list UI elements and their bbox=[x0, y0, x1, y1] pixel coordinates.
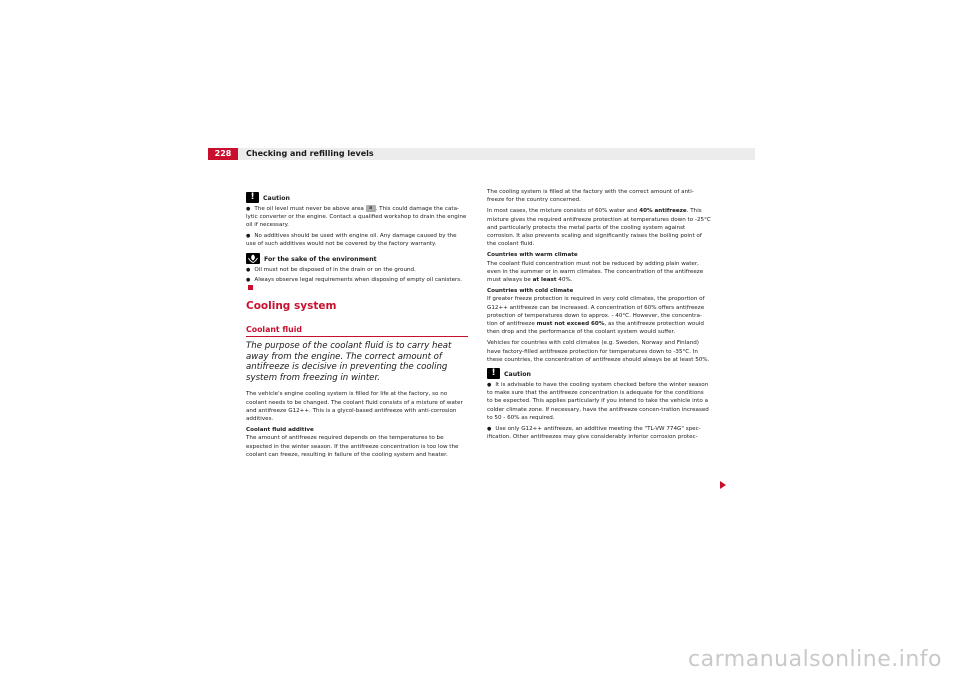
caution-bullet: ● Use only G12++ antifreeze, an additive meeting the "TL-VW 774G" spec-ification. Other antifreezes may give considerably inferior corrosion protec- bbox=[487, 425, 711, 441]
section-title: Cooling system bbox=[246, 299, 337, 312]
caution-title: Caution bbox=[504, 371, 531, 379]
body-paragraph: Vehicles for countries with cold climates (e.g. Sweden, Norway and Finland) have factory-filled antifreeze protection for temperatures down to -35°C. In these countries, the concentration of antifreeze should always be at least 50%. bbox=[487, 340, 710, 363]
area-a-label: a bbox=[366, 205, 376, 212]
body-paragraph: In most cases, the mixture consists of 60% water and 40% antifreeze. This mixture gives the required antifreeze protection at temperatures down to -25°C and particularly protects the metal parts of the cooling system against corrosion. It also prevents scaling and significantly raises the boiling point of the coolant fluid. bbox=[487, 208, 711, 248]
caution-bullet: ● It is advisable to have the cooling system checked before the winter season to make sure that the antifreeze concentration is adequate for the conditions to be expected. This applies particularly if you intend to take the vehicle into a colder climate zone. If necessary, have the antifreeze concen-tration increased to 50 - 60% as required. bbox=[487, 381, 711, 422]
body-paragraph: The amount of antifreeze required depends on the temperatures to be expected in the winter season. If the antifreeze concentration is too low the coolant can freeze, resulting in failure of the cooling system and heater. bbox=[246, 435, 459, 458]
subsection-title: Coolant fluid bbox=[246, 326, 468, 337]
chapter-title: Checking and refilling levels bbox=[246, 149, 374, 158]
end-of-section-mark bbox=[248, 285, 253, 290]
next-page-arrow-icon[interactable] bbox=[720, 481, 726, 489]
intro-paragraph: The purpose of the coolant fluid is to carry heat away from the engine. The correct amount of antifreeze is decisive in preventing the cooling system from freezing in winter. bbox=[246, 341, 452, 383]
right-column bbox=[487, 188, 711, 443]
paragraph-heading: Countries with warm climate bbox=[487, 252, 578, 259]
caution-notice bbox=[487, 368, 711, 379]
watermark: carmanualsonline.info bbox=[688, 647, 942, 672]
warning-icon: ! bbox=[487, 368, 500, 379]
page-number: 228 bbox=[208, 148, 238, 160]
environment-notice bbox=[246, 253, 468, 264]
caution-notice bbox=[246, 192, 468, 203]
environment-bullet: ● Oil must not be disposed of in the drain or on the ground. bbox=[246, 266, 468, 274]
paragraph-heading: Countries with cold climate bbox=[487, 288, 574, 295]
caution-bullet: ● No additives should be used with engine oil. Any damage caused by the use of such additives would not be covered by the factory warranty. bbox=[246, 232, 468, 248]
environment-icon bbox=[246, 253, 260, 264]
body-paragraph: The cooling system is filled at the factory with the correct amount of anti-freeze for the country concerned. bbox=[487, 189, 694, 204]
paragraph-heading: Coolant fluid additive bbox=[246, 427, 314, 434]
caution-title: Caution bbox=[263, 195, 290, 202]
environment-title: For the sake of the environment bbox=[264, 255, 377, 263]
left-column bbox=[246, 188, 468, 462]
warning-icon: ! bbox=[246, 192, 259, 203]
caution-bullet: ● The oil level must never be above area a . This could damage the cata-lytic converter or the engine. Contact a qualified workshop to drain the engine oil if necessary. bbox=[246, 205, 468, 230]
body-paragraph: The vehicle's engine cooling system is filled for life at the factory, so no coolant needs to be changed. The coolant fluid consists of a mixture of water and antifreeze G12++. This is a glycol-based antifreeze with anti-corrosion additives. bbox=[246, 391, 463, 423]
body-paragraph: If greater freeze protection is required in very cold climates, the proportion of G12++ antifreeze can be increased. A concentration of 60% offers antifreeze protection of temperatures down to approx. - 40°C. However, the concentra-tion of antifreeze must not exceed 60%, as the antifreeze protection would then drop and the performance of the coolant system would suffer. bbox=[487, 296, 705, 336]
environment-bullet: ● Always observe legal requirements when disposing of empty oil canisters. bbox=[246, 276, 468, 292]
body-paragraph: The coolant fluid concentration must not be reduced by adding plain water, even in the summer or in warm climates. The concentration of the antifreeze must always be at least 40%. bbox=[487, 260, 704, 284]
